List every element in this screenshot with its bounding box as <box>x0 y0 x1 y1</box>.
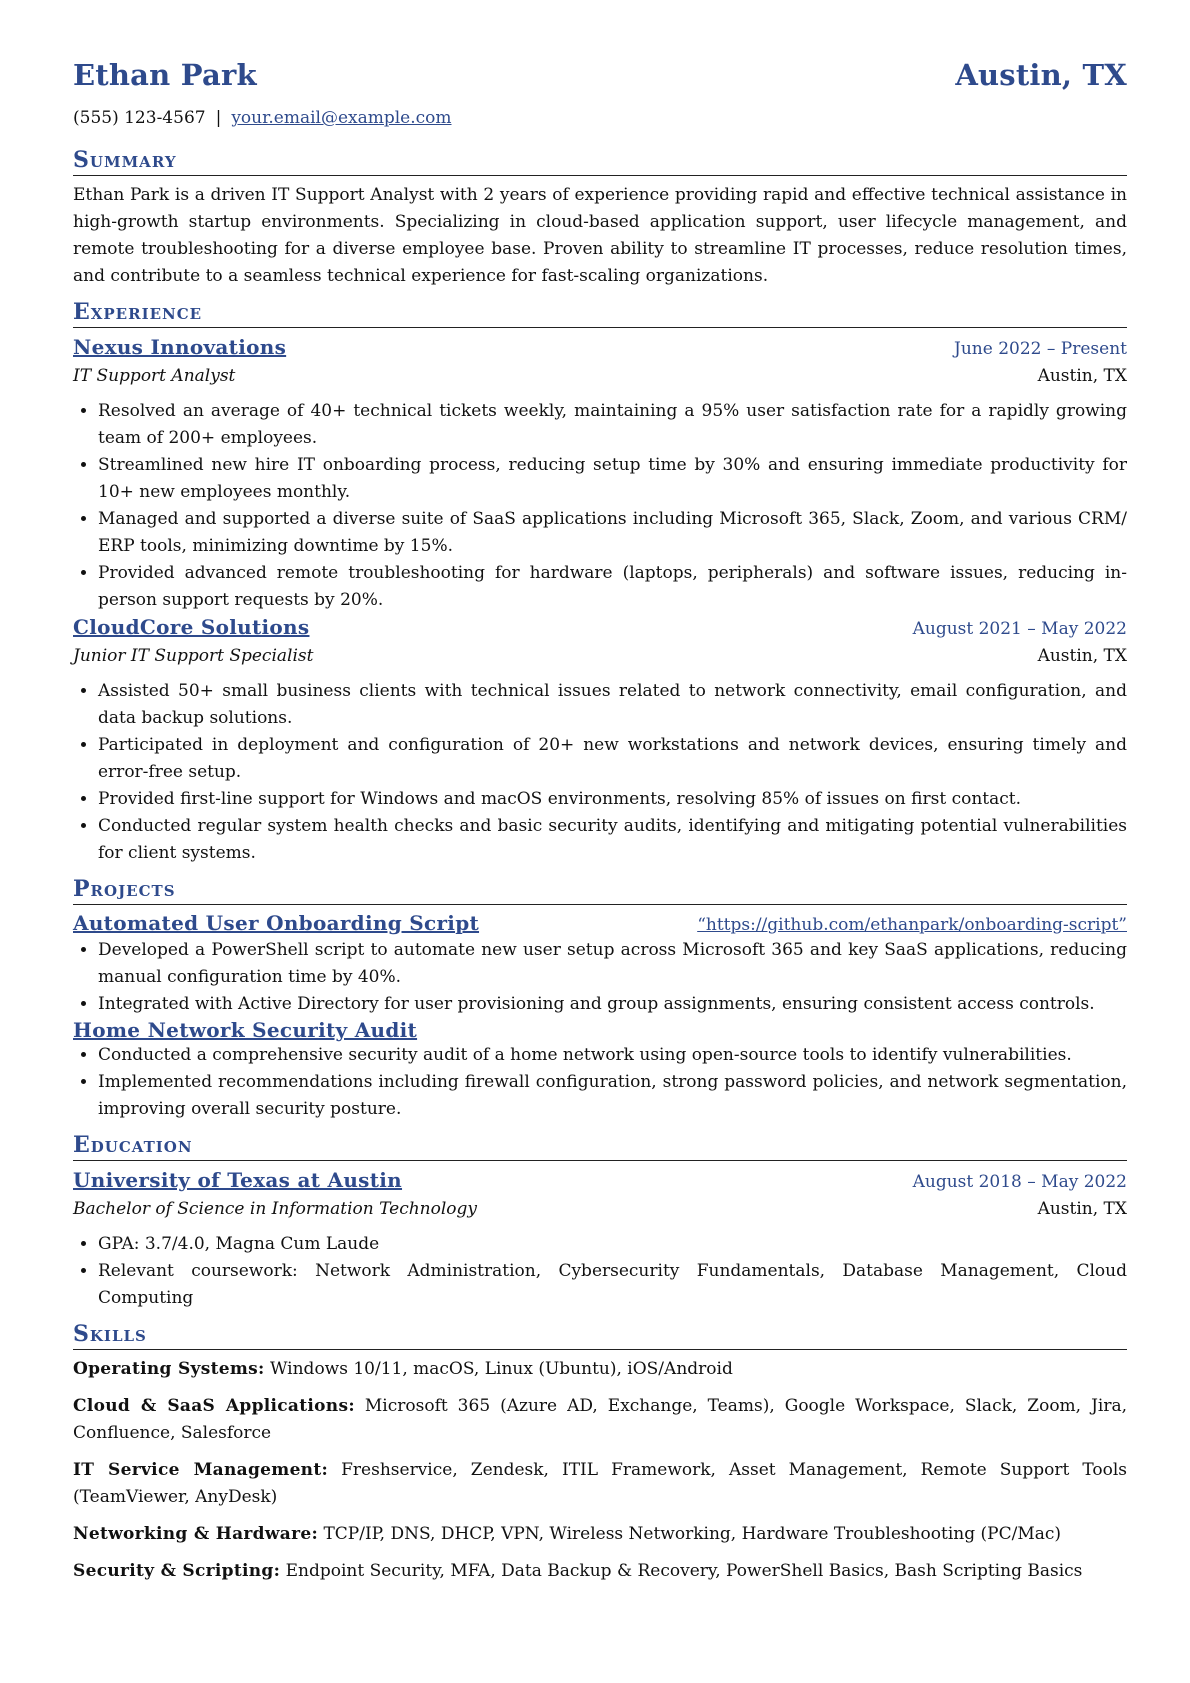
project-link[interactable]: “https://github.com/ethanpark/onboarding-script” <box>697 915 1127 935</box>
header <box>73 58 1127 106</box>
employment-dates: June 2022 – Present <box>954 339 1127 359</box>
header-location: Austin, TX <box>955 58 1127 92</box>
skill-row <box>73 1521 1127 1548</box>
bullet-item: • Implemented recommendations including firewall configuration, strong password policies, and network segmentation, improving overall security posture. <box>98 1069 1127 1123</box>
education-heading <box>73 1167 1127 1196</box>
skill-row <box>73 1457 1127 1511</box>
summary-text: Ethan Park is a driven IT Support Analyst with 2 years of experience providing rapid and effective technical assistance in high-growth startup environments. Specializing in cloud-based application support, user lifecycle management, and remote troubleshooting for a diverse employee base. Proven ability to streamline IT processes, reduce resolution times, and contribute to a seamless technical experience for fast-scaling organizations. <box>73 185 1127 286</box>
section-title-projects: Projects <box>73 875 1127 905</box>
skills-list <box>73 1356 1127 1585</box>
experience-heading <box>73 334 1127 363</box>
experience-subheading <box>73 643 1127 670</box>
phone-number: (555) 123-4567 <box>73 108 206 128</box>
resume-content <box>73 58 1127 1595</box>
skill-row <box>73 1356 1127 1383</box>
skill-label: Networking & Hardware: <box>73 1524 319 1544</box>
email-link[interactable]: your.email@example.com <box>231 108 452 128</box>
education-dates: August 2018 – May 2022 <box>912 1172 1127 1192</box>
skill-value: Microsoft 365 (Azure AD, Exchange, Teams), Google Workspace, Slack, Zoom, Jira, Confluence, Salesforce <box>73 1396 1127 1443</box>
section-title-experience: Experience <box>73 298 1127 328</box>
bullet-item: • Provided first-line support for Windows and macOS environments, resolving 85% of issues on first contact. <box>98 786 1127 813</box>
skill-value: Freshservice, Zendesk, ITIL Framework, Asset Management, Remote Support Tools (TeamViewer, AnyDesk) <box>73 1460 1128 1507</box>
skill-value: Windows 10/11, macOS, Linux (Ubuntu), iOS/Android <box>270 1359 733 1379</box>
degree-name: Bachelor of Science in Information Technology <box>73 1199 477 1219</box>
education-entry <box>73 1167 1127 1312</box>
skill-row <box>73 1393 1127 1447</box>
job-location: Austin, TX <box>1037 366 1127 386</box>
job-title: Junior IT Support Specialist <box>73 646 314 666</box>
job-title: IT Support Analyst <box>73 366 236 386</box>
bullet-item: • Streamlined new hire IT onboarding process, reducing setup time by 30% and ensuring immediate productivity for 10+ new employees monthly. <box>98 452 1127 506</box>
education-bullets <box>73 1231 1127 1312</box>
education-location: Austin, TX <box>1037 1199 1127 1219</box>
contact-separator: | <box>215 108 222 128</box>
skill-label: IT Service Management: <box>73 1460 329 1480</box>
skill-label: Cloud & SaaS Applications: <box>73 1396 355 1416</box>
job-location: Austin, TX <box>1037 646 1127 666</box>
bullet-item: • Relevant coursework: Network Administration, Cybersecurity Fundamentals, Database Management, Cloud Computing <box>98 1258 1127 1312</box>
contact-line <box>73 108 1127 138</box>
skill-label: Security & Scripting: <box>73 1561 281 1581</box>
company-name[interactable]: CloudCore Solutions <box>73 615 310 639</box>
employment-dates: August 2021 – May 2022 <box>912 619 1127 639</box>
bullet-item: • Developed a PowerShell script to automate new user setup across Microsoft 365 and key SaaS applications, reducing manual configuration time by 40%. <box>98 937 1127 991</box>
bullet-item: • Provided advanced remote troubleshooting for hardware (laptops, peripherals) and software issues, reducing in-person support requests by 20%. <box>98 560 1127 614</box>
project-entry <box>73 911 1127 1018</box>
candidate-name: Ethan Park <box>73 58 257 92</box>
experience-bullets <box>73 678 1127 867</box>
section-title-summary: Summary <box>73 146 1127 176</box>
project-name[interactable]: Home Network Security Audit <box>73 1018 418 1042</box>
experience-entry <box>73 334 1127 614</box>
skill-row <box>73 1558 1127 1585</box>
experience-entry <box>73 614 1127 867</box>
section-title-skills: Skills <box>73 1320 1127 1350</box>
bullet-item: • Resolved an average of 40+ technical tickets weekly, maintaining a 95% user satisfaction rate for a rapidly growing team of 200+ employees. <box>98 398 1127 452</box>
skill-value: TCP/IP, DNS, DHCP, VPN, Wireless Networking, Hardware Troubleshooting (PC/Mac) <box>323 1524 1062 1544</box>
education-subheading <box>73 1196 1127 1223</box>
project-heading <box>73 911 1127 937</box>
experience-bullets <box>73 398 1127 614</box>
project-name[interactable]: Automated User Onboarding Script <box>73 911 480 935</box>
project-bullets <box>73 937 1127 1018</box>
experience-subheading <box>73 363 1127 390</box>
bullet-item: • Integrated with Active Directory for user provisioning and group assignments, ensuring consistent access controls. <box>98 991 1127 1018</box>
bullet-item: • Assisted 50+ small business clients with technical issues related to network connectivity, email configuration, and data backup solutions. <box>98 678 1127 732</box>
project-entry <box>73 1018 1127 1123</box>
experience-heading <box>73 614 1127 643</box>
bullet-item: • GPA: 3.7/4.0, Magna Cum Laude <box>98 1231 1127 1258</box>
section-title-education: Education <box>73 1131 1127 1161</box>
bullet-item: • Conducted a comprehensive security audit of a home network using open-source tools to identify vulnerabilities. <box>98 1042 1127 1069</box>
bullet-item: • Participated in deployment and configuration of 20+ new workstations and network devices, ensuring timely and error-free setup. <box>98 732 1127 786</box>
project-heading <box>73 1018 1127 1042</box>
project-bullets <box>73 1042 1127 1123</box>
bullet-item: • Managed and supported a diverse suite of SaaS applications including Microsoft 365, Slack, Zoom, and various CRM/ ERP tools, minimizing downtime by 15%. <box>98 506 1127 560</box>
skill-label: Operating Systems: <box>73 1359 265 1379</box>
bullet-item: • Conducted regular system health checks and basic security audits, identifying and mitigating potential vulnerabilities for client systems. <box>98 813 1127 867</box>
skill-value: Endpoint Security, MFA, Data Backup & Recovery, PowerShell Basics, Bash Scripting Basics <box>285 1561 1083 1581</box>
company-name[interactable]: Nexus Innovations <box>73 335 287 359</box>
school-name[interactable]: University of Texas at Austin <box>73 1168 403 1192</box>
